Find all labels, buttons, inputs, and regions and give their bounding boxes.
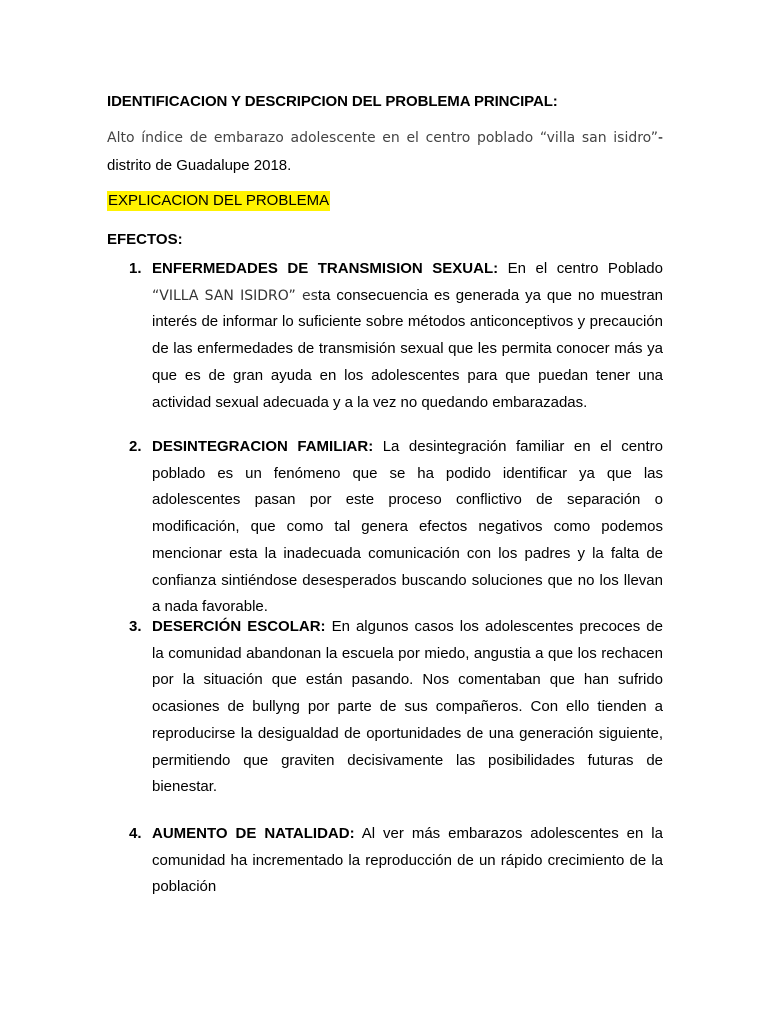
- document-heading: IDENTIFICACION Y DESCRIPCION DEL PROBLEMA PRINCIPAL:: [107, 93, 558, 110]
- effect-body-quote: “VILLA SAN ISIDRO” es: [152, 287, 318, 304]
- highlighted-subheading: EXPLICACION DEL PROBLEMA: [108, 192, 330, 209]
- problem-description-location: - distrito de Guadalupe 2018.: [107, 129, 663, 174]
- effect-item-1: [129, 256, 663, 416]
- effect-number: 1.: [129, 260, 142, 277]
- effect-title: ENFERMEDADES DE TRANSMISION SEXUAL:: [152, 260, 499, 277]
- effect-text: [152, 256, 663, 416]
- effect-text: [152, 434, 663, 621]
- effect-body-intro: En el centro Poblado: [498, 260, 663, 277]
- effect-item-3: [129, 614, 663, 801]
- effect-body: ta consecuencia es generada ya que no muestran interés de informar lo suficiente sobre métodos anticonceptivos y precaución de las enfermedades de transmisión sexual que les permita conocer más ya que es de gran ayuda en los adolescentes para que puedan tener una actividad sexual adecuada y a la vez no quedando embarazadas.: [152, 286, 664, 411]
- effect-title: DESERCIÓN ESCOLAR:: [152, 618, 326, 635]
- problem-description-main: Alto índice de embarazo adolescente en el centro poblado “villa san isidro”: [107, 130, 658, 146]
- effect-number: 3.: [129, 618, 142, 635]
- effect-item-2: [129, 434, 663, 621]
- problem-description: [107, 124, 663, 179]
- effects-label: EFECTOS:: [107, 231, 183, 248]
- effect-title: AUMENTO DE NATALIDAD:: [152, 825, 355, 842]
- effect-number: 4.: [129, 825, 142, 842]
- effect-body: Al ver más embarazos adolescentes en la comunidad ha incrementado la reproducción de un rápido crecimiento de la población: [152, 825, 663, 896]
- effect-text: [152, 614, 663, 801]
- effect-text: [152, 821, 663, 901]
- effect-body: En algunos casos los adolescentes precoces de la comunidad abandonan la escuela por miedo, angustia a que los rechacen por la situación que están pasando. Nos comentaban que han sufrido ocasiones de bullyng por parte de sus compañeros. Con ello tienden a reproducirse la desigualdad de oportunidades de una generación siguiente, permitiendo que graviten decisivamente las posibilidades futuras de bienestar.: [152, 618, 663, 796]
- effect-number: 2.: [129, 438, 142, 455]
- effect-title: DESINTEGRACION FAMILIAR:: [152, 438, 374, 455]
- effect-item-4: [129, 821, 663, 901]
- effect-body: La desintegración familiar en el centro poblado es un fenómeno que se ha podido identificar ya que las adolescentes pasan por este proceso conflictivo de separación o modificación, que como tal genera efectos negativos como podemos mencionar esta la inadecuada comunicación con los padres y la falta de confianza sintiéndose desesperados buscando soluciones que no los llevan a nada favorable.: [152, 438, 663, 616]
